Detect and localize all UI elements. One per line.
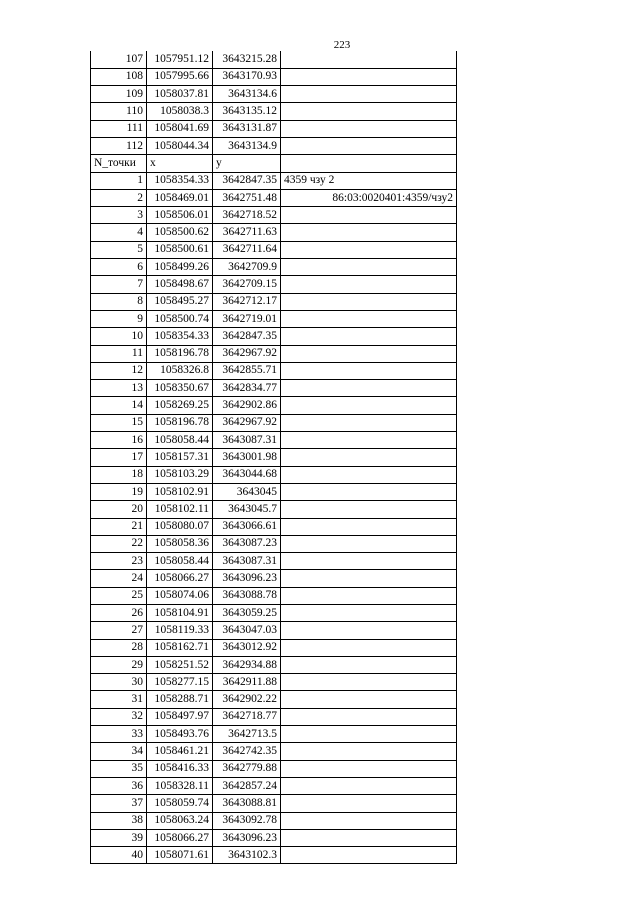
point-number-cell: 19 [91, 483, 147, 500]
note-cell [281, 207, 457, 224]
point-number-cell: 26 [91, 605, 147, 622]
table-row [91, 68, 457, 85]
table-row [91, 120, 457, 137]
x-coordinate-cell: 1058493.76 [147, 726, 213, 743]
y-coordinate-cell: 3643135.12 [213, 103, 281, 120]
point-number-cell: 27 [91, 622, 147, 639]
y-coordinate-cell: 3643047.03 [213, 622, 281, 639]
x-coordinate-cell: 1058066.27 [147, 570, 213, 587]
x-coordinate-cell: 1058354.33 [147, 328, 213, 345]
y-coordinate-cell: 3643012.92 [213, 639, 281, 656]
x-coordinate-cell: 1058102.91 [147, 483, 213, 500]
note-cell [281, 605, 457, 622]
note-cell [281, 51, 457, 68]
y-coordinate-cell: 3643096.23 [213, 570, 281, 587]
table-row [91, 483, 457, 500]
coordinates-table [90, 51, 457, 864]
x-coordinate-cell: 1058080.07 [147, 518, 213, 535]
y-coordinate-cell: 3643087.31 [213, 432, 281, 449]
note-cell [281, 397, 457, 414]
x-coordinate-cell: 1058269.25 [147, 397, 213, 414]
table-row [91, 207, 457, 224]
x-coordinate-cell: 1057951.12 [147, 51, 213, 68]
table-row [91, 812, 457, 829]
note-cell [281, 760, 457, 777]
note-cell [281, 259, 457, 276]
x-coordinate-cell: 1058498.67 [147, 276, 213, 293]
point-number-cell: 6 [91, 259, 147, 276]
point-number-cell: 28 [91, 639, 147, 656]
x-coordinate-cell: 1058500.61 [147, 241, 213, 258]
table-row [91, 449, 457, 466]
note-cell [281, 310, 457, 327]
x-coordinate-cell: 1058461.21 [147, 743, 213, 760]
table-row [91, 795, 457, 812]
note-cell [281, 137, 457, 154]
table-row [91, 345, 457, 362]
y-coordinate-cell: 3642847.35 [213, 172, 281, 189]
point-number-cell: 30 [91, 674, 147, 691]
y-coordinate-cell: 3643044.68 [213, 466, 281, 483]
y-coordinate-cell: 3642911.88 [213, 674, 281, 691]
x-coordinate-cell: 1058157.31 [147, 449, 213, 466]
table-row [91, 259, 457, 276]
point-number-cell: 15 [91, 414, 147, 431]
x-coordinate-cell: 1058277.15 [147, 674, 213, 691]
x-coordinate-cell: 1058196.78 [147, 345, 213, 362]
note-cell [281, 449, 457, 466]
point-number-cell: 37 [91, 795, 147, 812]
note-cell [281, 570, 457, 587]
y-coordinate-cell: 3643131.87 [213, 120, 281, 137]
point-number-cell: 23 [91, 553, 147, 570]
y-coordinate-cell: 3642967.92 [213, 414, 281, 431]
note-cell [281, 345, 457, 362]
x-coordinate-cell: 1058119.33 [147, 622, 213, 639]
table-row [91, 847, 457, 864]
y-coordinate-cell: 3643045.7 [213, 501, 281, 518]
y-coordinate-cell: 3643045 [213, 483, 281, 500]
note-cell [281, 726, 457, 743]
column-header-note [281, 155, 457, 172]
note-cell [281, 708, 457, 725]
note-cell [281, 68, 457, 85]
note-cell [281, 674, 457, 691]
point-number-cell: 39 [91, 829, 147, 846]
y-coordinate-cell: 3642902.86 [213, 397, 281, 414]
point-number-cell: 18 [91, 466, 147, 483]
point-number-cell: 111 [91, 120, 147, 137]
x-coordinate-cell: 1058058.36 [147, 535, 213, 552]
x-coordinate-cell: 1058328.11 [147, 777, 213, 794]
note-cell [281, 622, 457, 639]
x-coordinate-cell: 1058071.61 [147, 847, 213, 864]
table-row [91, 535, 457, 552]
note-cell [281, 483, 457, 500]
table-row [91, 708, 457, 725]
point-number-cell: 35 [91, 760, 147, 777]
note-cell [281, 380, 457, 397]
column-header-x: x [147, 155, 213, 172]
y-coordinate-cell: 3643087.23 [213, 535, 281, 552]
point-number-cell: 112 [91, 137, 147, 154]
x-coordinate-cell: 1058102.11 [147, 501, 213, 518]
table-row [91, 172, 457, 189]
column-header-y: y [213, 155, 281, 172]
y-coordinate-cell: 3643170.93 [213, 68, 281, 85]
y-coordinate-cell: 3643001.98 [213, 449, 281, 466]
y-coordinate-cell: 3643215.28 [213, 51, 281, 68]
note-cell [281, 293, 457, 310]
y-coordinate-cell: 3643096.23 [213, 829, 281, 846]
table-row [91, 466, 457, 483]
x-coordinate-cell: 1058497.97 [147, 708, 213, 725]
note-cell [281, 535, 457, 552]
y-coordinate-cell: 3643088.81 [213, 795, 281, 812]
point-number-cell: 17 [91, 449, 147, 466]
table-row [91, 622, 457, 639]
note-cell: 4359 чзу 2 [281, 172, 457, 189]
point-number-cell: 33 [91, 726, 147, 743]
x-coordinate-cell: 1058350.67 [147, 380, 213, 397]
note-cell [281, 432, 457, 449]
point-number-cell: 12 [91, 362, 147, 379]
table-row [91, 587, 457, 604]
point-number-cell: 9 [91, 310, 147, 327]
point-number-cell: 16 [91, 432, 147, 449]
table-row [91, 293, 457, 310]
x-coordinate-cell: 1057995.66 [147, 68, 213, 85]
y-coordinate-cell: 3642847.35 [213, 328, 281, 345]
note-cell [281, 518, 457, 535]
y-coordinate-cell: 3642934.88 [213, 656, 281, 673]
x-coordinate-cell: 1058044.34 [147, 137, 213, 154]
note-cell [281, 276, 457, 293]
table-row [91, 414, 457, 431]
y-coordinate-cell: 3642751.48 [213, 189, 281, 206]
table-row [91, 432, 457, 449]
x-coordinate-cell: 1058063.24 [147, 812, 213, 829]
point-number-cell: 38 [91, 812, 147, 829]
table-row [91, 674, 457, 691]
point-number-cell: 2 [91, 189, 147, 206]
note-cell [281, 466, 457, 483]
note-cell [281, 86, 457, 103]
x-coordinate-cell: 1058074.06 [147, 587, 213, 604]
table-row [91, 656, 457, 673]
point-number-cell: 21 [91, 518, 147, 535]
point-number-cell: 1 [91, 172, 147, 189]
note-cell [281, 743, 457, 760]
x-coordinate-cell: 1058104.91 [147, 605, 213, 622]
point-number-cell: 34 [91, 743, 147, 760]
note-cell [281, 241, 457, 258]
x-coordinate-cell: 1058354.33 [147, 172, 213, 189]
note-cell [281, 847, 457, 864]
y-coordinate-cell: 3642718.77 [213, 708, 281, 725]
table-row [91, 241, 457, 258]
table-row [91, 553, 457, 570]
table-row [91, 224, 457, 241]
table-row [91, 86, 457, 103]
y-coordinate-cell: 3642712.17 [213, 293, 281, 310]
note-cell [281, 691, 457, 708]
point-number-cell: 22 [91, 535, 147, 552]
point-number-cell: 3 [91, 207, 147, 224]
point-number-cell: 40 [91, 847, 147, 864]
coordinates-table-body [91, 51, 457, 864]
y-coordinate-cell: 3642857.24 [213, 777, 281, 794]
point-number-cell: 7 [91, 276, 147, 293]
table-row [91, 328, 457, 345]
x-coordinate-cell: 1058041.69 [147, 120, 213, 137]
x-coordinate-cell: 1058037.81 [147, 86, 213, 103]
point-number-cell: 32 [91, 708, 147, 725]
table-row [91, 103, 457, 120]
table-row [91, 397, 457, 414]
x-coordinate-cell: 1058499.26 [147, 259, 213, 276]
y-coordinate-cell: 3642711.64 [213, 241, 281, 258]
y-coordinate-cell: 3643134.6 [213, 86, 281, 103]
point-number-cell: 109 [91, 86, 147, 103]
point-number-cell: 13 [91, 380, 147, 397]
x-coordinate-cell: 1058416.33 [147, 760, 213, 777]
y-coordinate-cell: 3643134.9 [213, 137, 281, 154]
y-coordinate-cell: 3643059.25 [213, 605, 281, 622]
y-coordinate-cell: 3642779.88 [213, 760, 281, 777]
x-coordinate-cell: 1058038.3 [147, 103, 213, 120]
point-number-cell: 107 [91, 51, 147, 68]
table-row [91, 570, 457, 587]
note-cell [281, 829, 457, 846]
x-coordinate-cell: 1058196.78 [147, 414, 213, 431]
note-cell [281, 795, 457, 812]
table-row [91, 51, 457, 68]
point-number-cell: 24 [91, 570, 147, 587]
note-cell [281, 328, 457, 345]
x-coordinate-cell: 1058326.8 [147, 362, 213, 379]
note-cell [281, 656, 457, 673]
y-coordinate-cell: 3643066.61 [213, 518, 281, 535]
y-coordinate-cell: 3643102.3 [213, 847, 281, 864]
table-row [91, 501, 457, 518]
point-number-cell: 20 [91, 501, 147, 518]
x-coordinate-cell: 1058066.27 [147, 829, 213, 846]
point-number-cell: 29 [91, 656, 147, 673]
x-coordinate-cell: 1058469.01 [147, 189, 213, 206]
table-row [91, 743, 457, 760]
point-number-cell: 10 [91, 328, 147, 345]
note-cell [281, 224, 457, 241]
point-number-cell: 110 [91, 103, 147, 120]
x-coordinate-cell: 1058162.71 [147, 639, 213, 656]
point-number-cell: 31 [91, 691, 147, 708]
x-coordinate-cell: 1058059.74 [147, 795, 213, 812]
table-row [91, 189, 457, 206]
y-coordinate-cell: 3642719.01 [213, 310, 281, 327]
y-coordinate-cell: 3642709.15 [213, 276, 281, 293]
table-row [91, 760, 457, 777]
table-row [91, 137, 457, 154]
y-coordinate-cell: 3642742.35 [213, 743, 281, 760]
x-coordinate-cell: 1058500.74 [147, 310, 213, 327]
table-row [91, 777, 457, 794]
note-cell [281, 639, 457, 656]
note-cell [281, 362, 457, 379]
y-coordinate-cell: 3642902.22 [213, 691, 281, 708]
y-coordinate-cell: 3642718.52 [213, 207, 281, 224]
y-coordinate-cell: 3642709.9 [213, 259, 281, 276]
y-coordinate-cell: 3642834.77 [213, 380, 281, 397]
table-row [91, 518, 457, 535]
x-coordinate-cell: 1058058.44 [147, 553, 213, 570]
point-number-cell: 36 [91, 777, 147, 794]
table-header-row [91, 155, 457, 172]
column-header-n: N_точки [91, 155, 147, 172]
note-cell [281, 501, 457, 518]
note-cell [281, 777, 457, 794]
x-coordinate-cell: 1058103.29 [147, 466, 213, 483]
y-coordinate-cell: 3642711.63 [213, 224, 281, 241]
table-row [91, 691, 457, 708]
note-cell: 86:03:0020401:4359/чзу2 [281, 189, 457, 206]
page-number: 223 [333, 39, 351, 51]
y-coordinate-cell: 3642713.5 [213, 726, 281, 743]
x-coordinate-cell: 1058495.27 [147, 293, 213, 310]
x-coordinate-cell: 1058251.52 [147, 656, 213, 673]
table-row [91, 639, 457, 656]
note-cell [281, 103, 457, 120]
y-coordinate-cell: 3642855.71 [213, 362, 281, 379]
note-cell [281, 120, 457, 137]
x-coordinate-cell: 1058058.44 [147, 432, 213, 449]
table-row [91, 829, 457, 846]
table-row [91, 310, 457, 327]
x-coordinate-cell: 1058500.62 [147, 224, 213, 241]
y-coordinate-cell: 3643087.31 [213, 553, 281, 570]
note-cell [281, 812, 457, 829]
point-number-cell: 14 [91, 397, 147, 414]
note-cell [281, 414, 457, 431]
x-coordinate-cell: 1058506.01 [147, 207, 213, 224]
y-coordinate-cell: 3642967.92 [213, 345, 281, 362]
note-cell [281, 553, 457, 570]
table-row [91, 276, 457, 293]
point-number-cell: 108 [91, 68, 147, 85]
x-coordinate-cell: 1058288.71 [147, 691, 213, 708]
point-number-cell: 25 [91, 587, 147, 604]
table-row [91, 362, 457, 379]
point-number-cell: 8 [91, 293, 147, 310]
y-coordinate-cell: 3643092.78 [213, 812, 281, 829]
point-number-cell: 4 [91, 224, 147, 241]
y-coordinate-cell: 3643088.78 [213, 587, 281, 604]
table-row [91, 605, 457, 622]
note-cell [281, 587, 457, 604]
table-row [91, 380, 457, 397]
table-row [91, 726, 457, 743]
point-number-cell: 5 [91, 241, 147, 258]
point-number-cell: 11 [91, 345, 147, 362]
